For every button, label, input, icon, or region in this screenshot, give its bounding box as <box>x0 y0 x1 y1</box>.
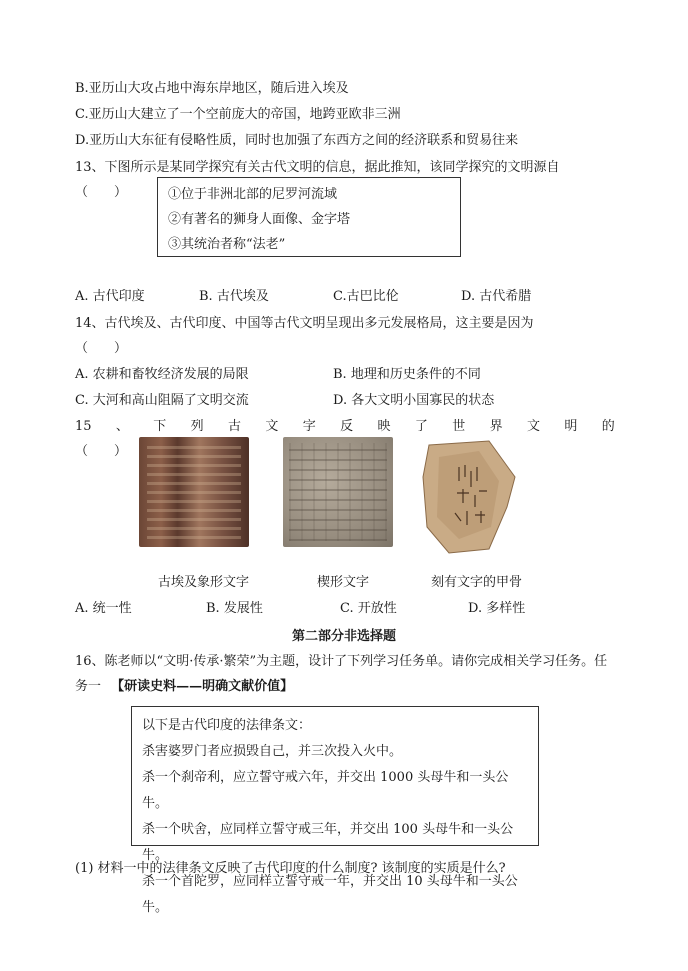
q16-source-line-2: 杀害婆罗门者应损毁自己，并三次投入火中。 <box>142 744 403 759</box>
q14-option-d[interactable]: D. 各大文明小国寡民的状态 <box>333 393 495 408</box>
q14-stem: 14、古代埃及、古代印度、中国等古代文明呈现出多元发展格局，这主要是因为 <box>75 316 534 331</box>
q13-option-c[interactable]: C.古巴比伦 <box>333 289 399 304</box>
caption-cuneiform: 楔形文字 <box>317 575 370 590</box>
oracle-bone-image <box>419 437 519 555</box>
q12-option-d: D.亚历山大东征有侵略性质，同时也加强了东西方之间的经济联系和贸易往来 <box>75 133 519 148</box>
q16-stem-line2 <box>75 678 293 696</box>
cuneiform-tablet-image <box>283 437 393 547</box>
q16-source-line-3: 杀一个刹帝利，应立誓守戒六年，并交出 1000 头母牛和一头公牛。 <box>142 770 509 811</box>
egyptian-hieroglyph-image <box>139 437 249 547</box>
q16-task-title: 【研读史料——明确文献价值】 <box>111 679 294 694</box>
q13-option-a[interactable]: A. 古代印度 <box>75 289 145 304</box>
section-2-heading: 第二部分非选择题 <box>291 629 396 644</box>
q15-answer-paren: （ ） <box>75 444 128 459</box>
q16-subquestion-1: (1) 材料一中的法律条文反映了古代印度的什么制度? 该制度的实质是什么? <box>75 861 506 876</box>
q14-option-c[interactable]: C. 大河和高山阻隔了文明交流 <box>75 393 249 408</box>
q16-task-label: 务一 <box>75 679 102 694</box>
q13-answer-paren: （ ） <box>75 185 128 200</box>
q16-source-line-5: 杀一个首陀罗，应同样立誓守戒一年，并交出 10 头母牛和一头公牛。 <box>142 874 518 915</box>
q15-stem: 15 、 下 列 古 文 字 反 映 了 世 界 文 明 的 <box>75 419 615 434</box>
caption-hieroglyph: 古埃及象形文字 <box>158 575 250 590</box>
q13-info-2: ②有著名的狮身人面像、金字塔 <box>168 212 351 227</box>
caption-oracle-bone: 刻有文字的甲骨 <box>431 575 523 590</box>
q13-info-3: ③其统治者称“法老” <box>168 237 286 252</box>
q14-option-a[interactable]: A. 农耕和畜牧经济发展的局限 <box>75 367 249 382</box>
q15-option-b[interactable]: B. 发展性 <box>206 601 263 616</box>
q16-source-line-4: 杀一个吠舍，应同样立誓守戒三年，并交出 100 头母牛和一头公牛。 <box>142 822 514 863</box>
q15-option-a[interactable]: A. 统一性 <box>75 601 132 616</box>
q16-stem-line1: 16、陈老师以“文明·传承·繁荣”为主题，设计了下列学习任务单。请你完成相关学习任务。任 <box>75 654 608 669</box>
q15-option-d[interactable]: D. 多样性 <box>468 601 526 616</box>
q12-option-c: C.亚历山大建立了一个空前庞大的帝国，地跨亚欧非三洲 <box>75 107 401 122</box>
q13-option-b[interactable]: B. 古代埃及 <box>199 289 269 304</box>
q16-source-line-1: 以下是古代印度的法律条文： <box>142 718 312 733</box>
q13-option-d[interactable]: D. 古代希腊 <box>461 289 532 304</box>
q14-answer-paren: （ ） <box>75 341 128 356</box>
q14-option-b[interactable]: B. 地理和历史条件的不同 <box>333 367 481 382</box>
q13-info-1: ①位于非洲北部的尼罗河流域 <box>168 187 338 202</box>
q13-info-box <box>157 177 461 257</box>
q12-option-b: B.亚历山大攻占地中海东岸地区，随后进入埃及 <box>75 81 349 96</box>
q15-option-c[interactable]: C. 开放性 <box>340 601 397 616</box>
q13-stem: 13、下图所示是某同学探究有关古代文明的信息，据此推知，该同学探究的文明源自 <box>75 160 560 175</box>
